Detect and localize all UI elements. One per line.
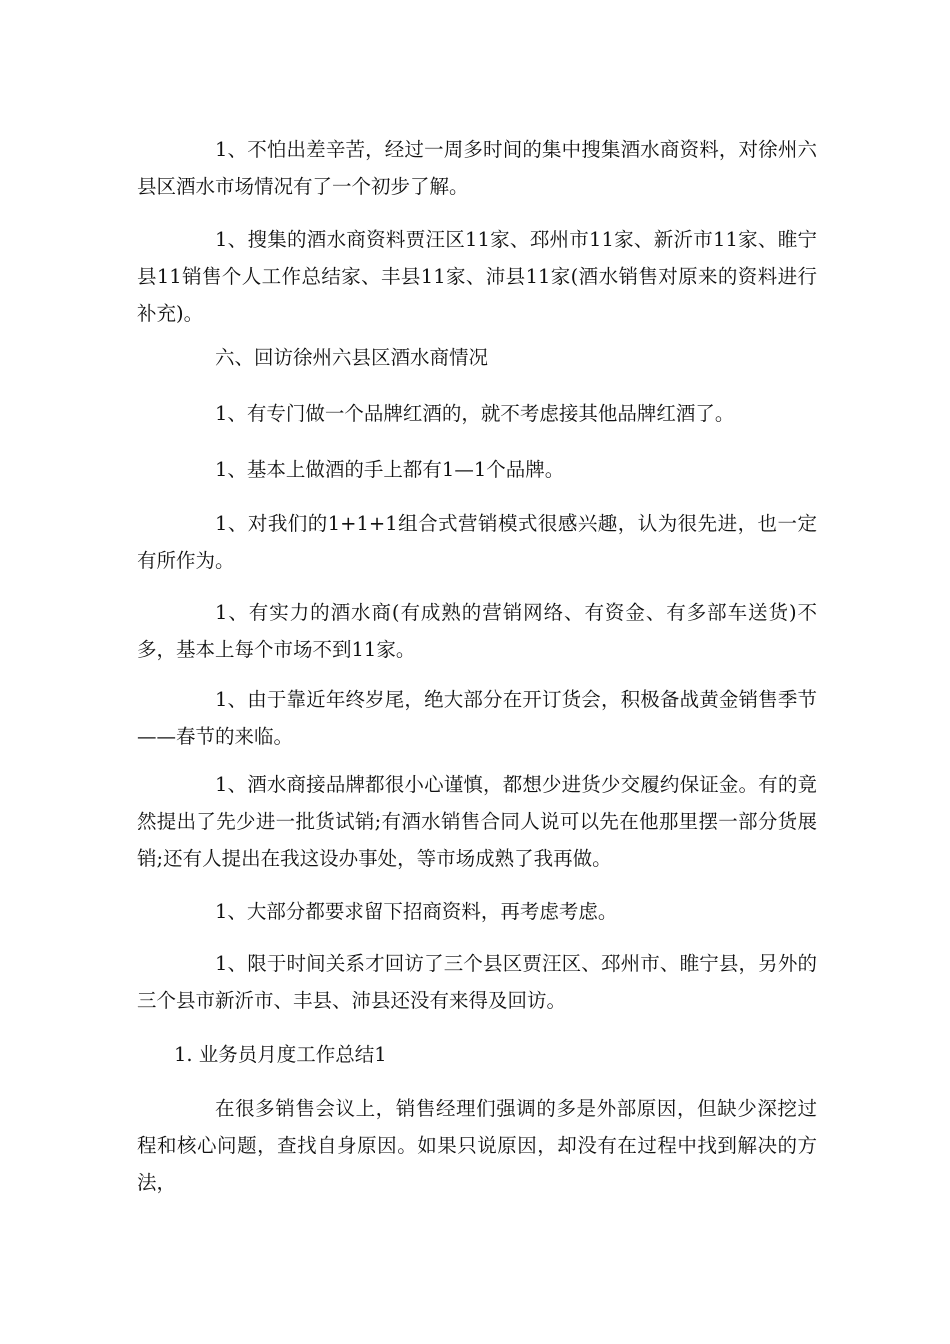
paragraph-3: 1、有专门做一个品牌红酒的，就不考虑接其他品牌红酒了。 bbox=[215, 402, 735, 425]
paragraph-6: 1、有实力的酒水商(有成熟的营销网络、有资金、有多部车送货)不多，基本上每个市场不到11家。 bbox=[137, 601, 817, 661]
list-heading-1: 1. 业务员月度工作总结1 bbox=[174, 1043, 387, 1066]
paragraph-4: 1、基本上做酒的手上都有1—1个品牌。 bbox=[215, 458, 565, 481]
section-heading-6: 六、回访徐州六县区酒水商情况 bbox=[215, 346, 489, 369]
paragraph-2: 1、搜集的酒水商资料贾汪区11家、邳州市11家、新沂市11家、睢宁县11销售个人工作总结家、丰县11家、沛县11家(酒水销售对原来的资料进行补充)。 bbox=[137, 228, 817, 325]
paragraph-10: 1、限于时间关系才回访了三个县区贾汪区、邳州市、睢宁县，另外的三个县市新沂市、丰县、沛县还没有来得及回访。 bbox=[137, 952, 817, 1012]
paragraph-7: 1、由于靠近年终岁尾，绝大部分在开订货会，积极备战黄金销售季节——春节的来临。 bbox=[137, 688, 817, 748]
paragraph-8: 1、酒水商接品牌都很小心谨慎，都想少进货少交履约保证金。有的竟然提出了先少进一批货试销;有酒水销售合同人说可以先在他那里摆一部分货展销;还有人提出在我这设办事处，等市场成熟了我再做。 bbox=[137, 773, 817, 870]
paragraph-5: 1、对我们的1+1+1组合式营销模式很感兴趣，认为很先进，也一定有所作为。 bbox=[137, 512, 817, 572]
paragraph-1: 1、不怕出差辛苦，经过一周多时间的集中搜集酒水商资料，对徐州六县区酒水市场情况有了一个初步了解。 bbox=[137, 138, 817, 198]
paragraph-9: 1、大部分都要求留下招商资料，再考虑考虑。 bbox=[215, 900, 618, 923]
paragraph-11: 在很多销售会议上，销售经理们强调的多是外部原因，但缺少深挖过程和核心问题，查找自身原因。如果只说原因，却没有在过程中找到解决的方法， bbox=[137, 1097, 817, 1194]
